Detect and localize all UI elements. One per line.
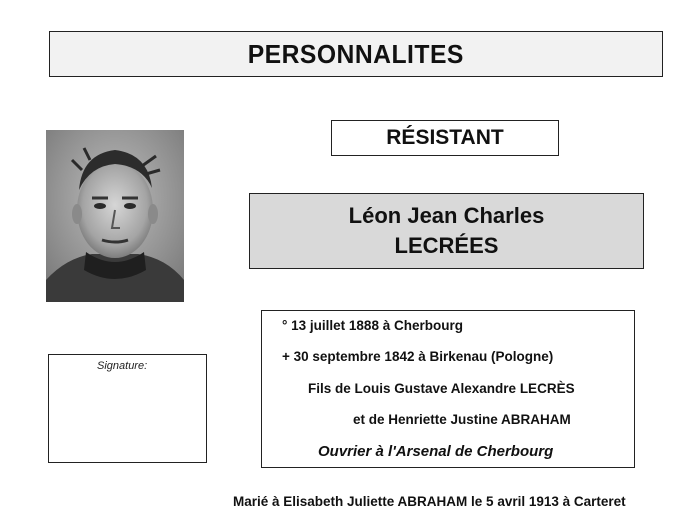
death-line: + 30 septembre 1842 à Birkenau (Pologne) [282,349,554,364]
details-box [261,310,635,468]
role-label: RÉSISTANT [386,126,504,149]
person-name-box [249,193,644,269]
father-line: Fils de Louis Gustave Alexandre LECRÈS [308,381,575,396]
page-title: PERSONNALITES [247,38,465,69]
mother-line: et de Henriette Justine ABRAHAM [353,412,571,427]
signature-box [48,354,207,463]
portrait-photo [46,130,184,302]
marriage-line: Marié à Elisabeth Juliette ABRAHAM le 5 avril 1913 à Carteret [233,494,626,509]
birth-line: ° 13 juillet 1888 à Cherbourg [282,318,463,333]
signature-label: Signature: [97,360,148,372]
page-header [49,31,663,77]
person-surname: LECRÉES [394,233,499,258]
occupation-line: Ouvrier à l'Arsenal de Cherbourg [318,443,554,460]
person-first-names: Léon Jean Charles [348,203,545,228]
role-badge [331,120,559,156]
portrait-photo-drawing [46,130,184,302]
